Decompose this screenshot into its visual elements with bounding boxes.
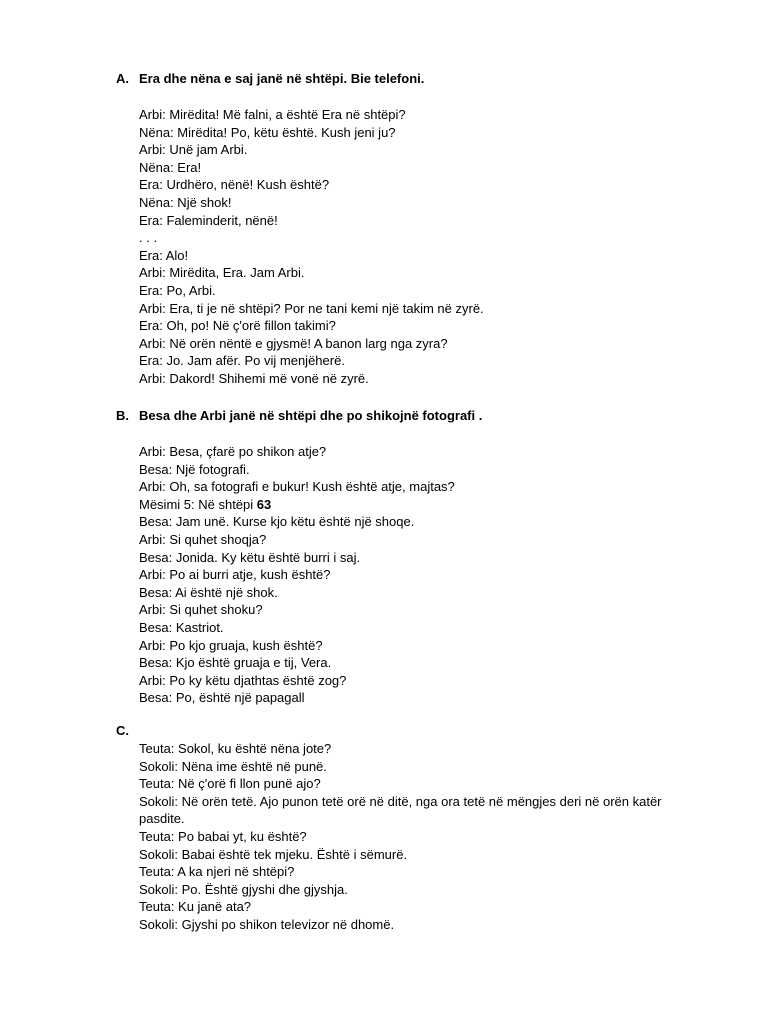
dialogue-line: Teuta: Ku janë ata? — [139, 899, 252, 915]
dialogue-line: Arbi: Unë jam Arbi. — [139, 142, 248, 158]
dialogue-line: Arbi: Si quhet shoku? — [139, 602, 263, 618]
dialogue-line: Besa: Një fotografi. — [139, 461, 250, 477]
dialogue-line: Arbi: Si quhet shoqja? — [139, 531, 267, 547]
dialogue — [139, 443, 684, 707]
dialogue-line: Besa: Po, është një papagall — [139, 690, 305, 706]
dialogue-line: Era: Urdhëro, nënë! Kush është? — [139, 177, 330, 193]
dialogue — [139, 740, 684, 934]
dialogue-line: Arbi: Oh, sa fotografi e bukur! Kush është atje, majtas? — [139, 479, 455, 495]
dialogue-line: Besa: Kastriot. — [139, 619, 224, 635]
dialogue-line: Teuta: A ka njeri në shtëpi? — [139, 864, 295, 880]
dialogue-line: Sokoli: Në orën tetë. Ajo punon tetë orë në ditë, nga ora tetë në mëngjes deri në orën katër — [139, 793, 662, 809]
page-reference-text: Mësimi 5: Në shtëpi — [139, 496, 257, 512]
ellipsis: . . . — [139, 230, 158, 246]
section-title: Besa dhe Arbi janë në shtëpi dhe po shikojnë fotografi . — [139, 408, 483, 423]
dialogue-line-continuation: pasdite. — [139, 811, 185, 827]
page-number: 63 — [256, 496, 272, 512]
section-heading — [0, 407, 768, 425]
dialogue-line: Arbi: Po ai burri atje, kush është? — [139, 567, 331, 583]
dialogue-line: Era: Po, Arbi. — [139, 282, 216, 298]
dialogue-line: Teuta: Po babai yt, ku është? — [139, 828, 307, 844]
dialogue-line: Sokoli: Babai është tek mjeku. Është i sëmurë. — [139, 846, 408, 862]
section-letter: A. — [116, 71, 129, 86]
section-letter: B. — [116, 408, 129, 423]
dialogue-line: Arbi: Dakord! Shihemi më vonë në zyrë. — [139, 370, 369, 386]
dialogue-line: Sokoli: Nëna ime është në punë. — [139, 758, 327, 774]
section-a — [0, 70, 768, 388]
dialogue-line: Teuta: Në ç'orë fi llon punë ajo? — [139, 776, 321, 792]
dialogue-line: Arbi: Era, ti je në shtëpi? Por ne tani kemi një takim në zyrë. — [139, 300, 484, 316]
dialogue-line: Era: Oh, po! Në ç'orë fillon takimi? — [139, 318, 336, 334]
dialogue-line: Besa: Kjo është gruaja e tij, Vera. — [139, 655, 332, 671]
section-heading — [0, 722, 768, 740]
dialogue-line: Teuta: Sokol, ku është nëna jote? — [139, 741, 332, 756]
dialogue-line: Nëna: Era! — [139, 159, 202, 175]
section-title: Era dhe nëna e saj janë në shtëpi. Bie telefoni. — [139, 71, 425, 86]
dialogue-line: Arbi: Mirëdita! Më falni, a është Era në shtëpi? — [139, 107, 406, 122]
dialogue-line: Arbi: Po ky këtu djathtas është zog? — [139, 672, 347, 688]
dialogue-line: Sokoli: Po. Është gjyshi dhe gjyshja. — [139, 881, 348, 897]
dialogue-line: Besa: Jonida. Ky këtu është burri i saj. — [139, 549, 361, 565]
dialogue-line: Arbi: Po kjo gruaja, kush është? — [139, 637, 323, 653]
dialogue-line: Era: Faleminderit, nënë! — [139, 212, 278, 228]
dialogue-line: Besa: Ai është një shok. — [139, 584, 278, 600]
dialogue-line: Sokoli: Gjyshi po shikon televizor në dhomë. — [139, 916, 395, 932]
dialogue-line: Arbi: Besa, çfarë po shikon atje? — [139, 444, 327, 459]
page-reference — [139, 496, 684, 514]
dialogue — [139, 106, 684, 388]
dialogue-line: Nëna: Mirëdita! Po, këtu është. Kush jeni ju? — [139, 124, 396, 140]
dialogue-line: Besa: Jam unë. Kurse kjo këtu është një shoqe. — [139, 514, 415, 530]
dialogue-line: Era: Alo! — [139, 247, 189, 263]
dialogue-line: Arbi: Në orën nëntë e gjysmë! A banon larg nga zyra? — [139, 335, 448, 351]
section-b — [0, 407, 768, 707]
section-heading — [0, 70, 768, 88]
section-letter: C. — [116, 723, 129, 738]
section-c — [0, 722, 768, 934]
dialogue-line: Nëna: Një shok! — [139, 194, 232, 210]
dialogue-line: Era: Jo. Jam afër. Po vij menjëherë. — [139, 353, 345, 369]
dialogue-line: Arbi: Mirëdita, Era. Jam Arbi. — [139, 265, 305, 281]
